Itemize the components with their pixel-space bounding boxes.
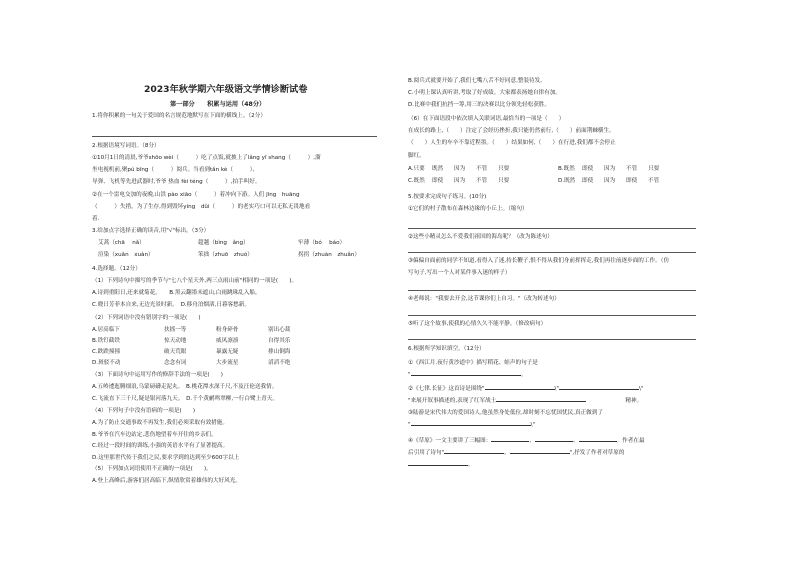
q4-2-row-c: C.跌跌撞撞 破天荒眼 暴露无疑 排山倒海: [92, 349, 291, 355]
question-2-line-5: （ ）失措，为了生存,得到毁坏yíng dǔi（ ）的老实巧口可以无私无畏地看: [92, 204, 311, 210]
q4-5-b: B.阅兵式就要开始了,我们七嘴八舌不好同意,整装待发。: [408, 78, 546, 84]
q4-3-ab: A.五岭逶迤腾细浪,乌蒙磅礴走泥丸。 B.桃花潭水深千尺,不及汪伦送我情。: [92, 384, 278, 390]
part-one-heading: 第一部分 积累与运用（48分）: [170, 101, 266, 108]
question-2-line-2: 坐电视机前,聚pú bīng（ ）阅兵。当看到tǎn kè（ ）、: [92, 167, 259, 173]
q4-2-row-a: A.居高临下 扶摇一等 粉身碎骨 别出心裁: [92, 327, 291, 333]
q4-4-d: D.这里那世代传于我们之民,要求学到的达到至少600字以上: [92, 455, 240, 461]
question-1: 1.将你积累的一句关于爱国的名言规范地默写在下面的横线上。（2分）: [92, 113, 266, 119]
q4-5: （5）下列加点词语使用不正确的一项是( )。: [92, 466, 212, 472]
answer-line: [408, 339, 696, 340]
question-2-line-1: ①10月1日的清晨,爷爷shōo wèi（ ）吃了点饭,就披上了lǎng yī shang（ ）,溜: [92, 155, 321, 161]
q5-1: ①它们的村子散布在森林边缘的小丘上。（缩句）: [408, 206, 528, 212]
q4-6-passage-1: 在成长的路上,（ ）注定了会经历挫折,我只能仍然前行,（ ）前面荆棘横生。: [408, 128, 615, 134]
q3-word-4: 渲染（xuǎn xuàn）: [98, 252, 154, 258]
q3-word-1: 艾蒿（chā nǎ）: [98, 240, 145, 246]
question-5: 5.按要求完成句子练习。(10分): [408, 194, 487, 200]
q6-3-blank: " \": [408, 422, 536, 428]
q4-6-option-a: A.只要 既然 因为 不管 只要: [408, 166, 510, 172]
q4-4-a: A.为了防止交通事故不再发生,我们必须采取有效措施。: [92, 420, 228, 426]
answer-line: [408, 315, 696, 316]
question-2-line-6: 着.: [92, 216, 100, 222]
q4-5-d: D.比赛中我们抗挡一筹,用三的决赛以比分领先轻松获胜。: [408, 102, 551, 108]
exam-title: 2023年秋学期六年级语文学情诊断试卷: [144, 84, 308, 95]
q4-2-row-d: D.斑驳不动 念念有词 大步流星 滔滔不绝: [92, 360, 291, 366]
question-2-line-4: ②在一个雷电交加的夜晚,山洪 pào xiāo（ ）着冲向下游。人们 jīng huāng: [92, 192, 300, 198]
q3-word-2: 超越（bìng ǎng）: [198, 240, 249, 246]
answer-line: [408, 290, 696, 291]
q4-5-c: C.小明上课认真听讲,考取了好成绩。大家都表扬她自律有加。: [408, 90, 561, 96]
q5-3: ③偏偏自面前的同学不知道,看得入了迷,持长鞭子,恨不得从我们身前挥挥走,我们再往前逐步面的工作。（仿: [408, 258, 670, 264]
q3-word-6: 拐拐（zhuàn zhuǎn）: [298, 252, 360, 258]
q4-5-a: A.登上高峰后,游客们居高临下,纵情欣赏着雄伟的大好风光。: [92, 478, 241, 484]
q4-3-cd: C.飞流直下三千尺,疑是银河落九天。 D.千个黄鹂鸣翠柳,一行白鹭上青天。: [92, 396, 278, 402]
q4-1-cd: C.晓日芳菲本自来,无边光景时新。 D.移舟泊烟渚,日暮客愁新。: [92, 302, 250, 308]
answer-line: [408, 252, 696, 253]
question-3: 3.给加点字选择正确的读音,用"√"标出。（3分）: [92, 228, 210, 234]
q6-1-blank: " 。: [408, 372, 527, 378]
q6-2: ②《七律.长征》这首诗是围绕" \" \": [408, 386, 644, 392]
q4-6-passage-3: 脚红。: [408, 153, 425, 159]
q4-1-ab: A.诗到重阳日,还来就菊花。 B.黑云翻墨未遮山,白雨跳珠乱入船。: [92, 290, 261, 296]
q3-word-3: 牢薄（bó báo）: [298, 240, 346, 246]
answer-line: [92, 136, 377, 137]
q4-6-option-c: C.既然 即使 因为 不管 只要: [408, 178, 510, 184]
q5-2: ②这些小精灵怎么不爱我们祖国的海岛呢？（改为陈述句）: [408, 234, 553, 240]
q6-3: ③陆游是宋代伟大的爱国诗人,他虽然身处低位,却时刻不忘忧国忧民,真正做到了: [408, 410, 603, 416]
q5-4: ④老师说："我要去开会,这节课你们上自习。"（改为转述句）: [408, 296, 560, 302]
q6-4: ④《草原》一文主要讲了三幅图： 、 、 。作者在最: [408, 438, 645, 444]
q4-3: （3）下面诗句中运用写作的修辞手法的一项是( ): [92, 372, 223, 378]
q5-3-line-2: 写句子,写出一个人对某件事入迷的样子）: [408, 270, 511, 276]
q6-4-line-2: 后引用了诗句" ， ",抒发了作者对草原的: [408, 450, 625, 456]
q4-6-option-b: B.既然 即使 因为 不管 只要: [558, 166, 660, 172]
q4-2: （2）下列词语中没有错别字的一项是( ): [92, 315, 201, 321]
q5-5: ⑤听了这个故事,使我的心情久久不能平静。（修改病句）: [408, 321, 547, 327]
q4-4-c: C.经过一段时间的训练,小强的英语水平有了显著提高。: [92, 443, 229, 449]
question-6: 6.根据所学知识填空。（12分）: [408, 346, 485, 352]
q4-6-option-d: D.既然 即使 因为 即使 不管: [558, 178, 660, 184]
q4-1: （1）下列诗句中描写的季节与"七八个星天外,两三点雨山前"相同的一项是( )。: [92, 278, 298, 284]
question-4: 4.选择题。（12分）: [92, 266, 141, 272]
q6-2-line-2: "来展开叙事描述的,表现了红军战士 精神。: [408, 398, 643, 404]
question-2-line-3: 导弹、飞机等先进武器时,爷爷 热血 fèi téng（ ）,拍手叫好。: [92, 179, 261, 185]
q6-4-line-3: 。: [408, 462, 474, 469]
q4-6: （6）在下面语段中依次填入关联词语,最恰当的一项是（ ）: [408, 116, 565, 122]
q6-1: ①《西江月.夜行黄沙道中》描写稻花、蛙声的句子是: [408, 360, 538, 366]
q3-word-5: 笨拙（zhuō zhuó）: [198, 252, 253, 258]
q4-4: （4）下列句子中没有语病的一项是( ): [92, 408, 196, 414]
q4-4-b: B.爷爷在汽车边站定,悲伤地望着车开往的乡亲们。: [92, 432, 217, 438]
q4-2-row-b: B.铁钉截铁 惊天动地 威风凛凛 自得其乐: [92, 338, 291, 344]
question-2: 2.根据语境写词语。（8分）: [92, 143, 160, 149]
answer-line: [408, 228, 696, 229]
q4-6-passage-2: （ ）人生的车辛不靠近程墨。（ ）结果如何,（ ）在行进,我们都不会停止: [408, 140, 616, 146]
